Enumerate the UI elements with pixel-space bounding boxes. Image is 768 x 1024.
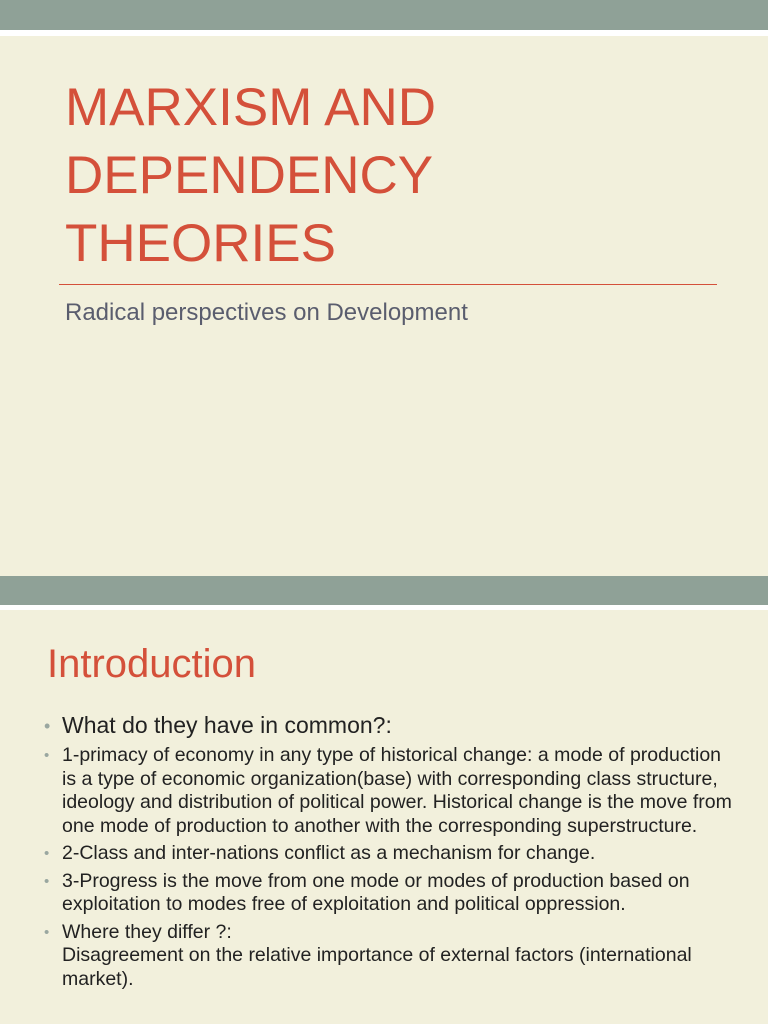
list-item bbox=[44, 710, 734, 740]
title-line-3: THEORIES bbox=[65, 214, 336, 273]
slide-subtitle: Radical perspectives on Development bbox=[65, 299, 468, 326]
list-item bbox=[44, 921, 734, 992]
slide-separator-band bbox=[0, 576, 768, 605]
bullet-icon: • bbox=[44, 747, 50, 764]
bullet-icon: • bbox=[44, 845, 50, 862]
intro-slide bbox=[0, 610, 768, 1024]
title-line-2: DEPENDENCY bbox=[65, 146, 434, 205]
list-item bbox=[44, 870, 734, 917]
list-item bbox=[44, 842, 734, 866]
list-item-text: 2-Class and inter-nations conflict as a mechanism for change. bbox=[62, 842, 596, 864]
bullet-icon: • bbox=[44, 716, 51, 736]
list-item-text: 3-Progress is the move from one mode or modes of production based on exploitation to modes free of exploitation and political oppression. bbox=[62, 869, 690, 915]
title-divider bbox=[59, 284, 717, 285]
top-band bbox=[0, 0, 768, 30]
list-item bbox=[44, 744, 734, 838]
list-item-text: What do they have in common?: bbox=[62, 712, 392, 738]
top-band-gap bbox=[0, 30, 768, 36]
list-item-text-continued: Disagreement on the relative importance of external factors (international market). bbox=[62, 944, 692, 990]
bullet-list bbox=[44, 710, 734, 995]
list-item-text: Where they differ ?: bbox=[62, 920, 232, 943]
intro-title: Introduction bbox=[47, 642, 257, 686]
bullet-icon: • bbox=[44, 923, 50, 941]
title-line-1: MARXISM AND bbox=[65, 78, 437, 137]
bullet-icon: • bbox=[44, 872, 50, 890]
list-item-text: 1-primacy of economy in any type of historical change: a mode of production is a type of economic organization(base) with corresponding class structure, ideology and distribution of political power. Historical change is the move from one mode of production to another with the corresponding superstructure. bbox=[62, 744, 732, 837]
slide-title bbox=[65, 74, 705, 278]
